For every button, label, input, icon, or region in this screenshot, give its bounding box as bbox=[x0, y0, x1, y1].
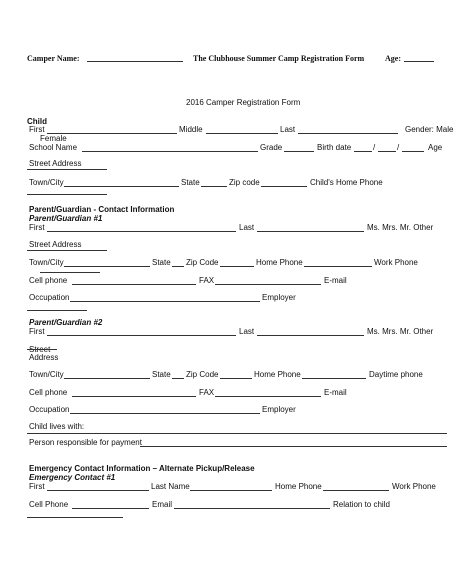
child-gender-label: Gender: Male bbox=[405, 125, 454, 134]
parent2-home-phone-label: Home Phone bbox=[254, 370, 301, 379]
child-birthdate-label: Birth date bbox=[317, 143, 352, 152]
parent2-home-phone-line[interactable] bbox=[302, 378, 366, 379]
parent1-state-label: State bbox=[152, 258, 171, 267]
parent2-zip-label: Zip Code bbox=[186, 370, 219, 379]
parent1-titles-label: Ms. Mrs. Mr. Other bbox=[367, 223, 434, 232]
emergency-section-heading: Emergency Contact Information – Alternate Pickup/Release bbox=[29, 464, 255, 473]
form-title: The Clubhouse Summer Camp Registration Form bbox=[193, 54, 365, 63]
child-first-label: First bbox=[29, 125, 45, 134]
emergency-relation-line[interactable] bbox=[27, 517, 123, 518]
parent2-street-label: Street bbox=[29, 345, 51, 354]
parent1-home-phone-line[interactable] bbox=[304, 266, 372, 267]
parent2-fax-label: FAX bbox=[199, 388, 215, 397]
emergency-cell-line[interactable] bbox=[72, 508, 149, 509]
child-age-label: Age bbox=[428, 143, 443, 152]
child-last-label: Last bbox=[280, 125, 296, 134]
child-birth-day-line[interactable] bbox=[378, 151, 396, 152]
parent2-zip-line[interactable] bbox=[220, 378, 252, 379]
parent2-state-label: State bbox=[152, 370, 171, 379]
child-home-phone-label: Child's Home Phone bbox=[310, 178, 383, 187]
parent1-heading: Parent/Guardian #1 bbox=[29, 214, 103, 223]
parent1-email-label: E-mail bbox=[324, 276, 347, 285]
parent2-last-line[interactable] bbox=[257, 335, 364, 336]
parent1-zip-label: Zip Code bbox=[186, 258, 219, 267]
child-last-line[interactable] bbox=[298, 133, 398, 134]
parent2-last-label: Last bbox=[239, 327, 255, 336]
parent1-fax-label: FAX bbox=[199, 276, 215, 285]
child-birth-month-line[interactable] bbox=[354, 151, 372, 152]
child-female-label: Female bbox=[40, 134, 67, 143]
parent-section-heading: Parent/Guardian - Contact Information bbox=[29, 205, 175, 214]
parent1-work-phone-label: Work Phone bbox=[374, 258, 418, 267]
parent1-fax-line[interactable] bbox=[215, 284, 321, 285]
parent1-occupation-line[interactable] bbox=[70, 301, 260, 302]
parent1-occupation-label: Occupation bbox=[29, 293, 70, 302]
age-label: Age: bbox=[385, 54, 401, 63]
parent1-zip-line[interactable] bbox=[220, 266, 254, 267]
parent2-first-line[interactable] bbox=[47, 335, 236, 336]
emergency-last-line[interactable] bbox=[190, 490, 272, 491]
parent1-work-phone-line[interactable] bbox=[40, 272, 100, 273]
emergency-first-label: First bbox=[29, 482, 45, 491]
parent2-employer-label: Employer bbox=[262, 405, 296, 414]
camper-name-line[interactable] bbox=[87, 61, 183, 62]
parent2-state-line[interactable] bbox=[172, 378, 184, 379]
child-state-label: State bbox=[181, 178, 200, 187]
parent2-heading: Parent/Guardian #2 bbox=[29, 318, 103, 327]
emergency-contact-heading: Emergency Contact #1 bbox=[29, 473, 116, 482]
emergency-home-phone-label: Home Phone bbox=[275, 482, 322, 491]
camper-name-label: Camper Name: bbox=[27, 54, 80, 63]
parent1-employer-line[interactable] bbox=[27, 310, 87, 311]
form-subtitle: 2016 Camper Registration Form bbox=[186, 98, 301, 107]
child-lives-with-line[interactable] bbox=[27, 433, 447, 434]
child-birth-slash-2: / bbox=[397, 143, 400, 152]
emergency-home-phone-line[interactable] bbox=[323, 490, 389, 491]
parent2-fax-line[interactable] bbox=[215, 396, 321, 397]
child-middle-label: Middle bbox=[179, 125, 203, 134]
parent2-street-line[interactable] bbox=[27, 349, 57, 350]
emergency-email-line[interactable] bbox=[174, 508, 330, 509]
payment-responsible-label: Person responsible for payment bbox=[29, 438, 142, 447]
child-town-label: Town/City bbox=[29, 178, 64, 187]
child-grade-label: Grade bbox=[260, 143, 283, 152]
child-school-label: School Name bbox=[29, 143, 78, 152]
child-birth-slash-1: / bbox=[373, 143, 376, 152]
emergency-cell-label: Cell Phone bbox=[29, 500, 69, 509]
child-school-line[interactable] bbox=[82, 151, 258, 152]
emergency-work-phone-label: Work Phone bbox=[392, 482, 436, 491]
parent1-last-line[interactable] bbox=[257, 231, 364, 232]
parent1-first-label: First bbox=[29, 223, 45, 232]
parent2-occupation-label: Occupation bbox=[29, 405, 70, 414]
parent2-town-label: Town/City bbox=[29, 370, 64, 379]
parent2-daytime-phone-label: Daytime phone bbox=[369, 370, 423, 379]
parent1-cell-line[interactable] bbox=[72, 284, 196, 285]
child-town-line[interactable] bbox=[64, 186, 179, 187]
age-line[interactable] bbox=[404, 61, 434, 62]
parent1-employer-label: Employer bbox=[262, 293, 296, 302]
parent2-cell-line[interactable] bbox=[72, 396, 196, 397]
parent2-cell-label: Cell phone bbox=[29, 388, 68, 397]
parent2-town-line[interactable] bbox=[64, 378, 150, 379]
child-street-line[interactable] bbox=[27, 169, 107, 170]
child-zip-line[interactable] bbox=[261, 186, 307, 187]
emergency-relation-label: Relation to child bbox=[333, 500, 390, 509]
parent1-town-label: Town/City bbox=[29, 258, 64, 267]
child-lives-with-label: Child lives with: bbox=[29, 422, 85, 431]
parent1-street-label: Street Address bbox=[29, 240, 82, 249]
child-heading: Child bbox=[27, 117, 47, 126]
parent2-titles-label: Ms. Mrs. Mr. Other bbox=[367, 327, 434, 336]
payment-responsible-line[interactable] bbox=[140, 446, 447, 447]
parent1-last-label: Last bbox=[239, 223, 255, 232]
parent2-email-label: E-mail bbox=[324, 388, 347, 397]
child-state-line[interactable] bbox=[201, 186, 227, 187]
child-zip-label: Zip code bbox=[229, 178, 260, 187]
parent1-street-line[interactable] bbox=[27, 250, 107, 251]
child-middle-line[interactable] bbox=[206, 133, 278, 134]
parent1-state-line[interactable] bbox=[172, 266, 184, 267]
parent2-occupation-line[interactable] bbox=[70, 413, 260, 414]
parent1-first-line[interactable] bbox=[47, 231, 236, 232]
parent2-address-label: Address bbox=[29, 353, 59, 362]
emergency-email-label: Email bbox=[152, 500, 173, 509]
child-street-label: Street Address bbox=[29, 159, 82, 168]
child-grade-line[interactable] bbox=[284, 151, 314, 152]
parent1-home-phone-label: Home Phone bbox=[256, 258, 303, 267]
parent1-town-line[interactable] bbox=[64, 266, 150, 267]
child-home-phone-line[interactable] bbox=[27, 194, 107, 195]
parent1-cell-label: Cell phone bbox=[29, 276, 68, 285]
child-birth-year-line[interactable] bbox=[402, 151, 424, 152]
emergency-first-line[interactable] bbox=[47, 490, 149, 491]
parent2-first-label: First bbox=[29, 327, 45, 336]
emergency-last-label: Last Name bbox=[151, 482, 190, 491]
